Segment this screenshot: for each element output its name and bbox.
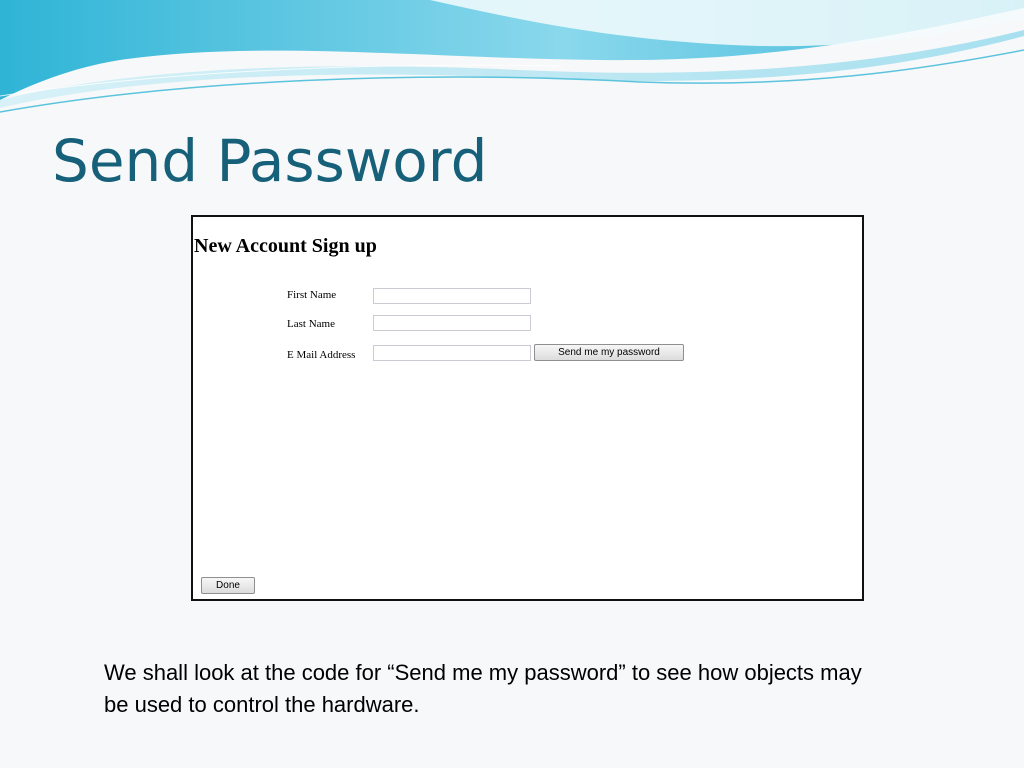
first-name-label: First Name	[287, 289, 337, 301]
email-input[interactable]	[373, 345, 531, 361]
form-heading: New Account Sign up	[194, 235, 377, 257]
slide-title: Send Password	[52, 127, 488, 195]
last-name-label: Last Name	[287, 318, 335, 330]
header-wave-decoration	[0, 0, 1024, 120]
email-label: E Mail Address	[287, 349, 356, 361]
slide-caption: We shall look at the code for “Send me my password” to see how objects may be used to control the hardware.	[104, 660, 862, 717]
done-button[interactable]: Done	[201, 577, 255, 594]
first-name-input[interactable]	[373, 288, 531, 304]
last-name-input[interactable]	[373, 315, 531, 331]
signup-form-screenshot	[191, 215, 864, 601]
send-password-button[interactable]: Send me my password	[534, 344, 684, 361]
